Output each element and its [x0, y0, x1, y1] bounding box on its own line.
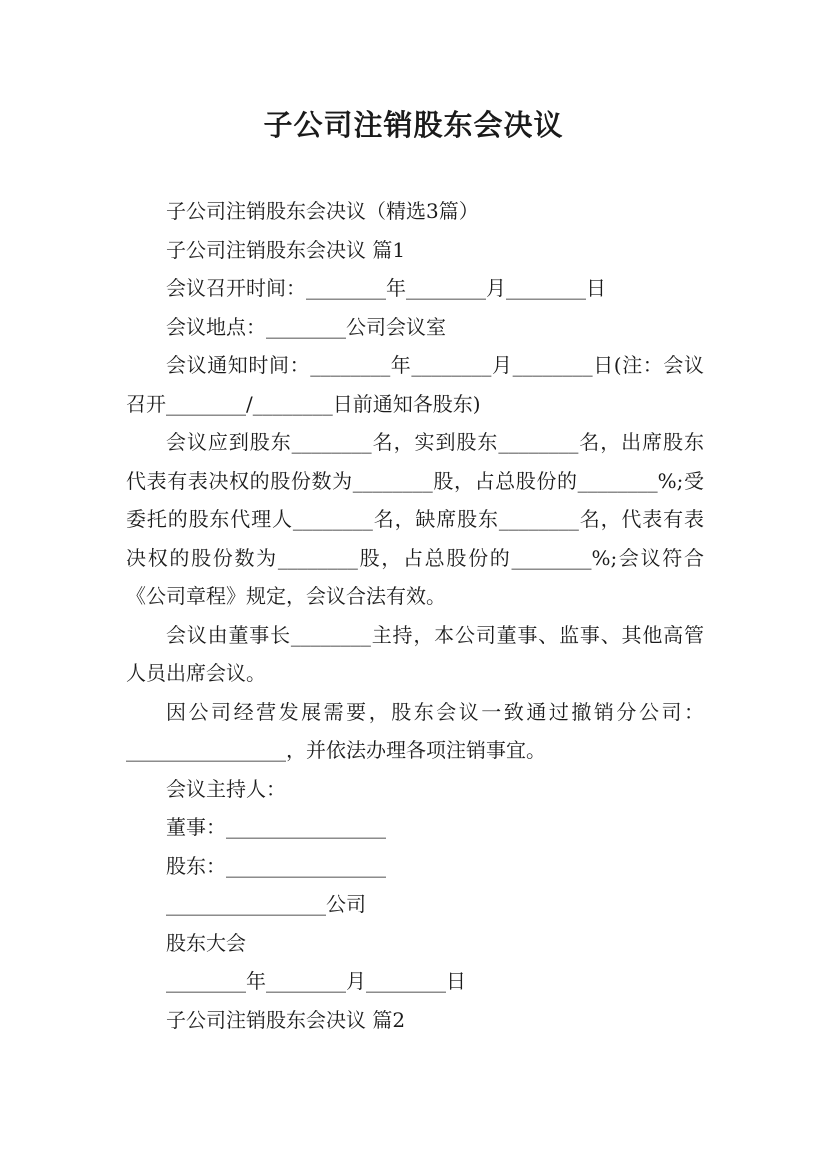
paragraph-part-2-heading: 子公司注销股东会决议 篇2	[166, 1007, 406, 1032]
paragraph-meeting-location: 会议地点：________公司会议室	[166, 314, 446, 339]
paragraph-collection-heading: 子公司注销股东会决议（精选3篇）	[166, 199, 479, 223]
paragraph-notice-time: 会议通知时间：________年________月________日(注：会议召开________/________日前通知各股东)	[126, 353, 704, 416]
paragraph-resolution: 因公司经营发展需要，股东会议一致通过撤销分公司：________________，并依法办理各项注销事宜。	[126, 699, 704, 762]
paragraph-company-name: ________________公司	[166, 892, 366, 916]
document-body	[126, 192, 704, 1039]
paragraph-part-1-heading: 子公司注销股东会决议 篇1	[166, 237, 406, 262]
paragraph-date-line: ________年________月________日	[166, 969, 466, 993]
paragraph-general-meeting: 股东大会	[166, 930, 246, 955]
paragraph-director-signature: 董事：________________	[166, 815, 386, 839]
paragraph-shareholder-signature: 股东：________________	[166, 853, 386, 878]
document-title: 子公司注销股东会决议	[263, 108, 564, 142]
paragraph-chair: 会议由董事长________主持，本公司董事、监事、其他高管人员出席会议。	[126, 622, 704, 685]
paragraph-host-label: 会议主持人：	[166, 776, 286, 801]
paragraph-meeting-time: 会议召开时间：________年________月________日	[166, 276, 606, 300]
paragraph-attendance: 会议应到股东________名，实到股东________名，出席股东代表有表决权的股份数为________股，占总股份的________%;受委托的股东代理人________名，缺席股东________名，代表有表决权的股份数为________股，占总股份的________%;会议符合《公司章程》规定，会议合法有效。	[126, 430, 704, 608]
